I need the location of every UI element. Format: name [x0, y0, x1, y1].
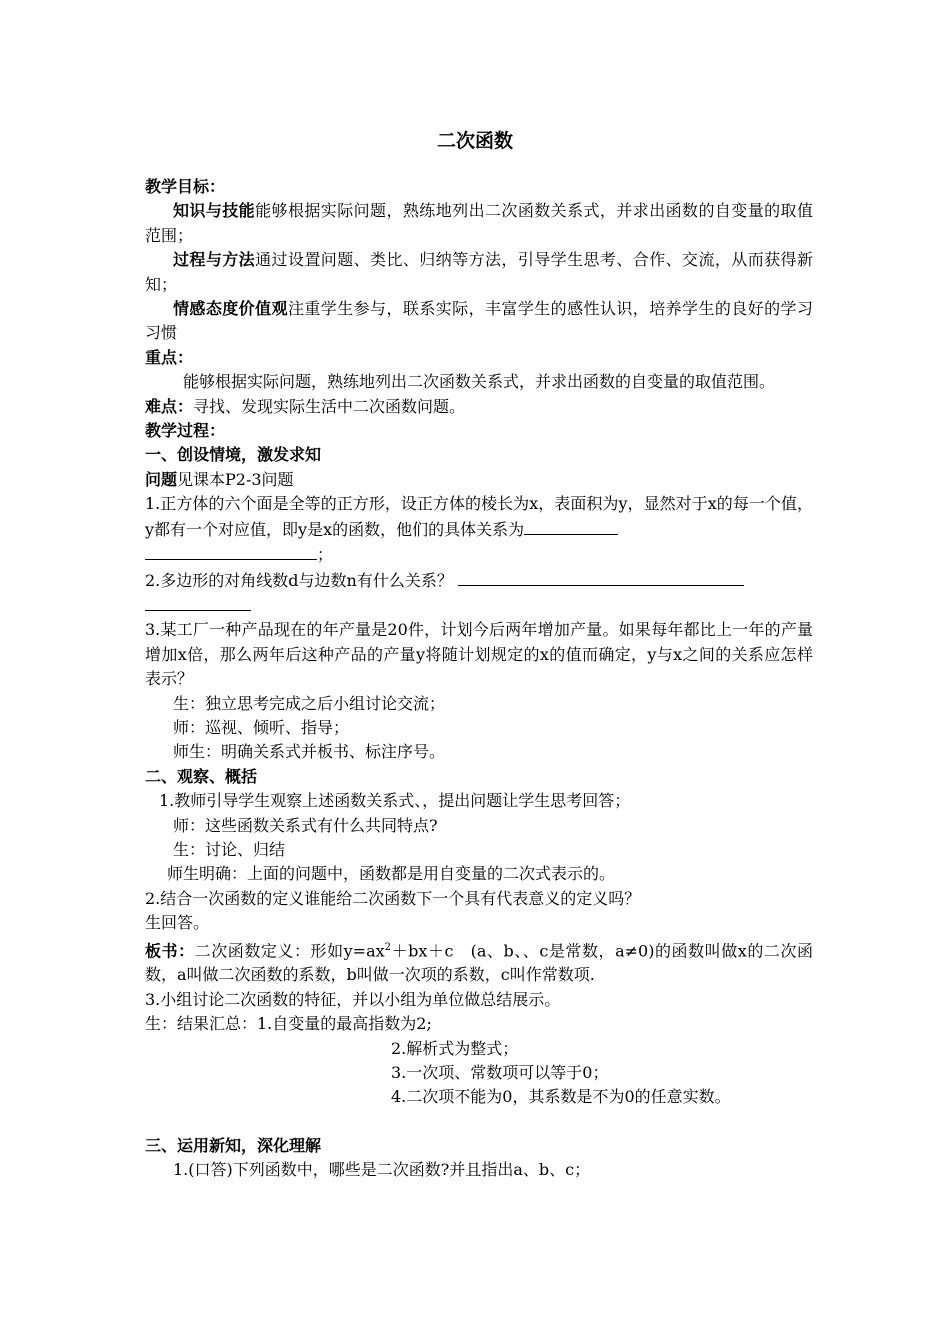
section1-heading: 一、创设情境，激发求知	[145, 445, 322, 465]
difficulty-paragraph	[145, 395, 813, 419]
goals-heading: 教学目标：	[145, 177, 226, 196]
board-label: 板书：	[145, 940, 195, 960]
question-1	[145, 492, 813, 567]
question-2	[145, 568, 813, 619]
difficulty-label: 难点：	[145, 396, 194, 416]
emotion-paragraph	[145, 297, 813, 346]
conclusion-line: 师生明确：上面的问题中，函数都是用自变量的二次式表示的。	[167, 864, 616, 884]
definition-question: 2.结合一次函数的定义谁能给二次函数下一个具有代表意义的定义吗？	[145, 888, 641, 908]
result-line: 生：结果汇总：1.自变量的最高指数为2;	[145, 1014, 432, 1034]
student-line: 生：独立思考完成之后小组讨论交流；	[173, 693, 446, 713]
result-line: 2.解析式为整式；	[391, 1038, 519, 1058]
board-text-b: ＋bx＋c (a、b、、c是常数，a≠0)的函数叫做x的二次函数，a叫做二次函数的系数，b叫做一次项的系数，c叫作常数项.	[145, 940, 813, 985]
student-answer: 生回答。	[145, 913, 210, 933]
spacer	[145, 1110, 813, 1134]
document-body	[145, 175, 813, 1183]
problem-text: 见课本P2-3问题	[177, 469, 294, 489]
teacher-question: 师：这些函数关系式有什么共同特点?	[173, 815, 438, 835]
question-1-text: 1.正方体的六个面是全等的正方形，设正方体的棱长为x，表面积为y，显然对于x的每一个值，y都有一个对应值，即y是x的函数，他们的具体关系为	[145, 494, 813, 539]
group-discussion: 3.小组讨论二次函数的特征，并以小组为单位做总结展示。	[145, 989, 561, 1009]
answer-blank[interactable]	[458, 568, 744, 586]
key-heading: 重点：	[145, 347, 194, 367]
emotion-text: 注重学生参与，联系实际，丰富学生的感性认识，培养学生的良好的学习习惯	[145, 299, 813, 343]
process-text: 通过设置问题、类比、归纳等方法，引导学生思考、合作、交流，从而获得新知；	[145, 250, 813, 294]
problem-label: 问题	[145, 469, 178, 489]
process-label: 过程与方法	[173, 250, 256, 270]
process-heading: 教学过程：	[145, 421, 226, 441]
teacher-student-line: 师生：明确关系式并板书、标注序号。	[173, 742, 446, 762]
knowledge-text: 能够根据实际问题，熟练地列出二次函数关系式，并求出函数的自变量的取值范围；	[145, 201, 813, 245]
page-title: 二次函数	[436, 130, 513, 152]
knowledge-label: 知识与技能	[173, 201, 256, 221]
section3-heading: 三、运用新知，深化理解	[145, 1135, 322, 1155]
result-line: 4.二次项不能为0，其系数是不为0的任意实数。	[391, 1087, 731, 1107]
key-text: 能够根据实际问题，熟练地列出二次函数关系式，并求出函数的自变量的取值范围。	[183, 372, 776, 392]
teacher-line: 师：巡视、倾听、指导；	[173, 717, 350, 737]
question-2-text: 2.多边形的对角线数d与边数n有什么关系？	[145, 570, 453, 590]
emotion-label: 情感态度价值观	[173, 299, 288, 319]
section2-heading: 二、观察、概括	[145, 766, 258, 786]
question-3: 3.某工厂一种产品现在的年产量是20件，计划今后两年增加产量。如果每年都比上一年的产量增加x倍，那么两年后这种产品的产量y将随计划规定的x的值而确定，y与x之间的关系应怎样表示？	[145, 620, 813, 689]
result-line: 3.一次项、常数项可以等于0；	[391, 1062, 609, 1082]
question-1-end: ；	[317, 545, 334, 565]
student-discuss: 生：讨论、归结	[173, 839, 286, 859]
answer-blank[interactable]	[524, 517, 618, 535]
board-definition	[145, 936, 813, 988]
process-paragraph	[145, 248, 813, 297]
knowledge-paragraph	[145, 199, 813, 248]
difficulty-text: 寻找、发现实际生活中二次函数问题。	[193, 396, 466, 416]
problem-paragraph	[145, 468, 813, 492]
observation-line: 1.教师引导学生观察上述函数关系式、，提出问题让学生思考回答；	[159, 791, 631, 811]
answer-blank[interactable]	[145, 593, 251, 611]
answer-blank[interactable]	[145, 542, 317, 560]
exercise-line: 1.(口答)下列函数中，哪些是二次函数?并且指出a、b、c；	[173, 1160, 591, 1180]
board-text-a: 二次函数定义：形如y=ax	[194, 940, 385, 960]
board-exponent: 2	[384, 941, 392, 953]
